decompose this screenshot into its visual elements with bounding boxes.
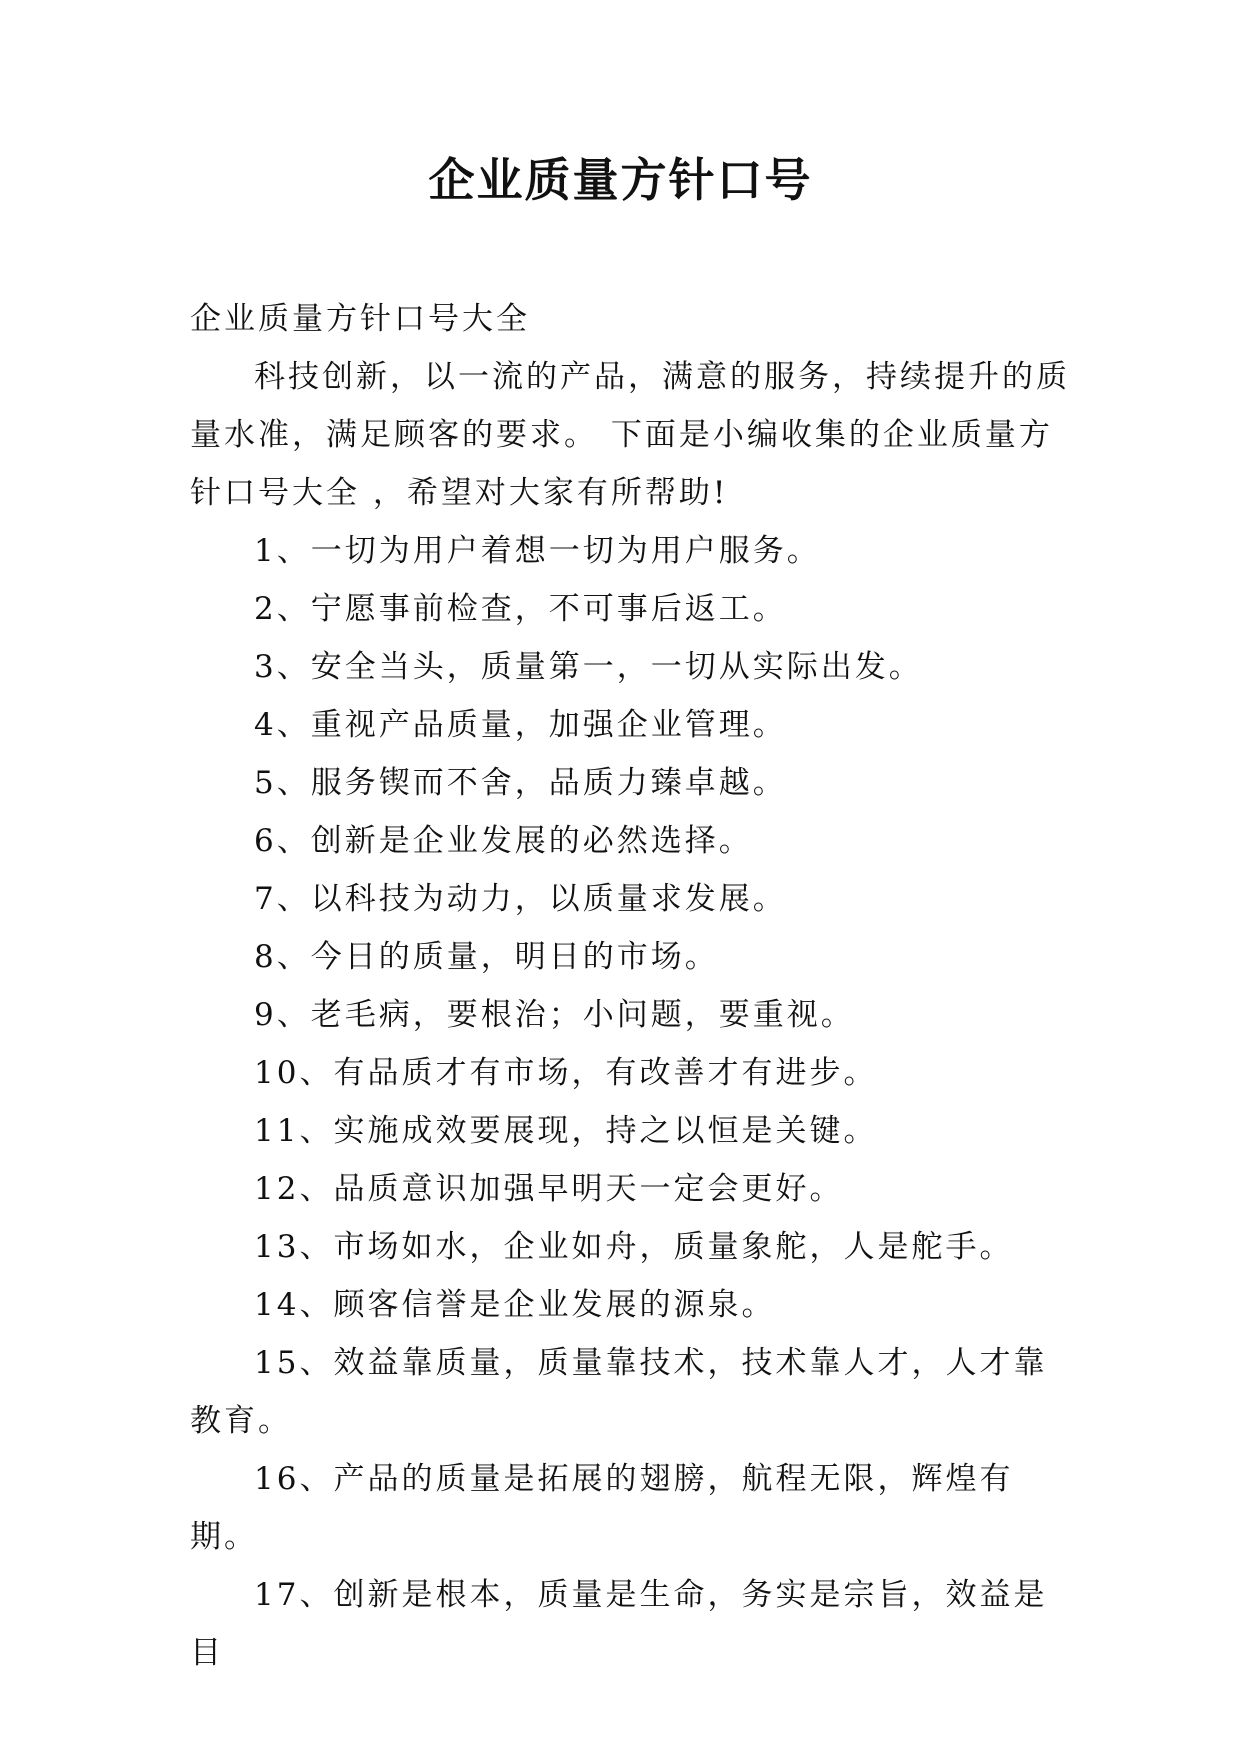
list-item: 15、效益靠质量，质量靠技术，技术靠人才，人才靠教育。 (190, 1345, 1048, 1439)
document-subtitle: 企业质量方针口号大全 (190, 301, 530, 337)
list-item: 3、安全当头，质量第一，一切从实际出发。 (254, 649, 923, 685)
list-item: 13、市场如水，企业如舟，质量象舵，人是舵手。 (254, 1229, 1014, 1265)
list-item: 2、宁愿事前检查，不可事后返工。 (254, 591, 787, 627)
list-item: 10、有品质才有市场，有改善才有进步。 (254, 1055, 878, 1091)
list-item: 11、实施成效要展现，持之以恒是关键。 (254, 1113, 878, 1149)
list-item: 8、今日的质量，明日的市场。 (254, 939, 719, 975)
list-item: 7、以科技为动力，以质量求发展。 (254, 881, 787, 917)
list-item: 9、老毛病，要根治；小问题，要重视。 (254, 997, 855, 1033)
document-body (190, 290, 1070, 1682)
list-item: 17、创新是根本，质量是生命，务实是宗旨，效益是目 (190, 1577, 1048, 1671)
list-item: 6、创新是企业发展的必然选择。 (254, 823, 753, 859)
list-item: 4、重视产品质量，加强企业管理。 (254, 707, 787, 743)
list-item: 5、服务锲而不舍，品质力臻卓越。 (254, 765, 787, 801)
list-item: 12、品质意识加强早明天一定会更好。 (254, 1171, 844, 1207)
list-item: 16、产品的质量是拓展的翅膀，航程无限，辉煌有期。 (190, 1461, 1014, 1555)
list-item: 1、一切为用户着想一切为用户服务。 (254, 533, 821, 569)
document-title: 企业质量方针口号 (428, 153, 813, 207)
list-item: 14、顾客信誉是企业发展的源泉。 (254, 1287, 776, 1323)
intro-paragraph: 科技创新，以一流的产品，满意的服务，持续提升的质量水准，满足顾客的要求。 下面是小编收集的企业质量方针口号大全 ，希望对大家有所帮助! (190, 359, 1070, 511)
